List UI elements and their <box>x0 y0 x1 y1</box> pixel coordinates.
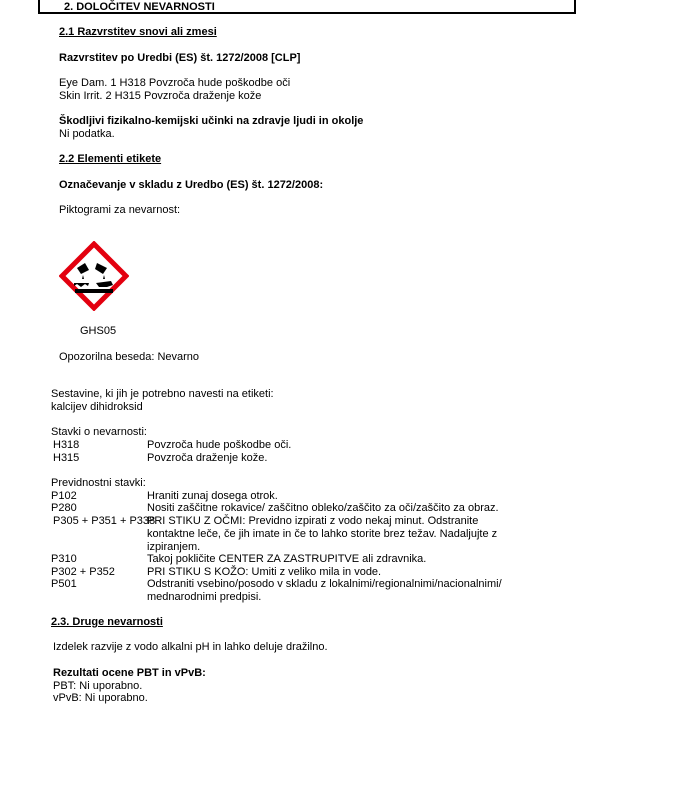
ingredients-label: Sestavine, ki jih je potrebno navesti na etiketi: <box>51 388 274 400</box>
pictogram-code: GHS05 <box>80 325 117 337</box>
hazard-code: H318 <box>53 439 80 451</box>
signal-word-row <box>59 351 199 364</box>
hazard-row <box>53 452 493 465</box>
precaution-text: Hraniti zunaj dosega otrok. <box>147 490 278 502</box>
section-header-box <box>38 0 576 14</box>
subsection-2-3-heading: 2.3. Druge nevarnosti <box>51 616 163 628</box>
pictograms-label: Piktogrami za nevarnost: <box>59 204 181 216</box>
precaution-text: Takoj pokličite CENTER ZA ZASTRUPITVE ali zdravnika. <box>147 553 427 565</box>
precaution-code: P501 <box>51 578 77 590</box>
precaution-code: P302 + P352 <box>51 566 115 578</box>
ghs05-corrosion-icon <box>59 241 129 311</box>
precaution-row <box>51 553 511 566</box>
precaution-code: P280 <box>51 502 77 514</box>
pbt-assessment-heading: Rezultati ocene PBT in vPvB: <box>53 667 206 679</box>
classification-line-1: Eye Dam. 1 H318 Povzroča hude poškodbe oči <box>59 77 291 89</box>
clp-classification-heading: Razvrstitev po Uredbi (ES) št. 1272/2008 [CLP] <box>59 52 301 64</box>
section-title: 2. DOLOČITEV NEVARNOSTI <box>64 1 215 13</box>
hazard-row <box>53 439 493 452</box>
precautionary-statements-label: Previdnostni stavki: <box>51 477 146 489</box>
precaution-text: PRI STIKU Z OČMI: Previdno izpirati z vodo nekaj minut. Odstranite kontaktne leče, če jih imate in če to lahko storite brez težav. Nadaljujte z izpiranjem. <box>147 515 498 553</box>
classification-line-2: Skin Irrit. 2 H315 Povzroča draženje kože <box>59 90 262 102</box>
hazard-code: H315 <box>53 452 80 464</box>
precaution-row <box>51 502 511 515</box>
ingredient-name: kalcijev dihidroksid <box>51 401 143 413</box>
hazard-text: Povzroča hude poškodbe oči. <box>147 439 292 451</box>
precaution-row <box>51 578 511 604</box>
precaution-row <box>51 515 511 554</box>
precaution-code: P305 + P351 + P338 <box>53 515 156 527</box>
hazard-text: Povzroča draženje kože. <box>147 452 268 464</box>
other-hazards-text: Izdelek razvije z vodo alkalni pH in lahko deluje dražilno. <box>53 641 328 653</box>
subsection-2-1-heading: 2.1 Razvrstitev snovi ali zmesi <box>59 26 217 38</box>
vpvb-result: vPvB: Ni uporabno. <box>53 692 148 704</box>
physchem-effects-text: Ni podatka. <box>59 128 115 140</box>
pbt-result: PBT: Ni uporabno. <box>53 680 143 692</box>
signal-word-label: Opozorilna beseda: <box>59 351 155 363</box>
physchem-effects-heading: Škodljivi fizikalno-kemijski učinki na zdravje ljudi in okolje <box>59 115 364 127</box>
label-regulation-heading: Označevanje v skladu z Uredbo (ES) št. 1272/2008: <box>59 179 324 191</box>
subsection-2-2-heading: 2.2 Elementi etikete <box>59 153 162 165</box>
precaution-text: Nositi zaščitne rokavice/ zaščitno obleko/zaščito za oči/zaščito za obraz. <box>147 502 499 514</box>
precaution-text: PRI STIKU S KOŽO: Umiti z veliko mila in vode. <box>147 566 382 578</box>
precaution-text: Odstraniti vsebino/posodo v skladu z lokalnimi/regionalnimi/nacionalnimi/ mednarodnimi predpisi. <box>147 578 502 603</box>
signal-word-value: Nevarno <box>157 351 200 363</box>
precaution-code: P310 <box>51 553 77 565</box>
hazard-statements-label: Stavki o nevarnosti: <box>51 426 147 438</box>
precaution-code: P102 <box>51 490 77 502</box>
